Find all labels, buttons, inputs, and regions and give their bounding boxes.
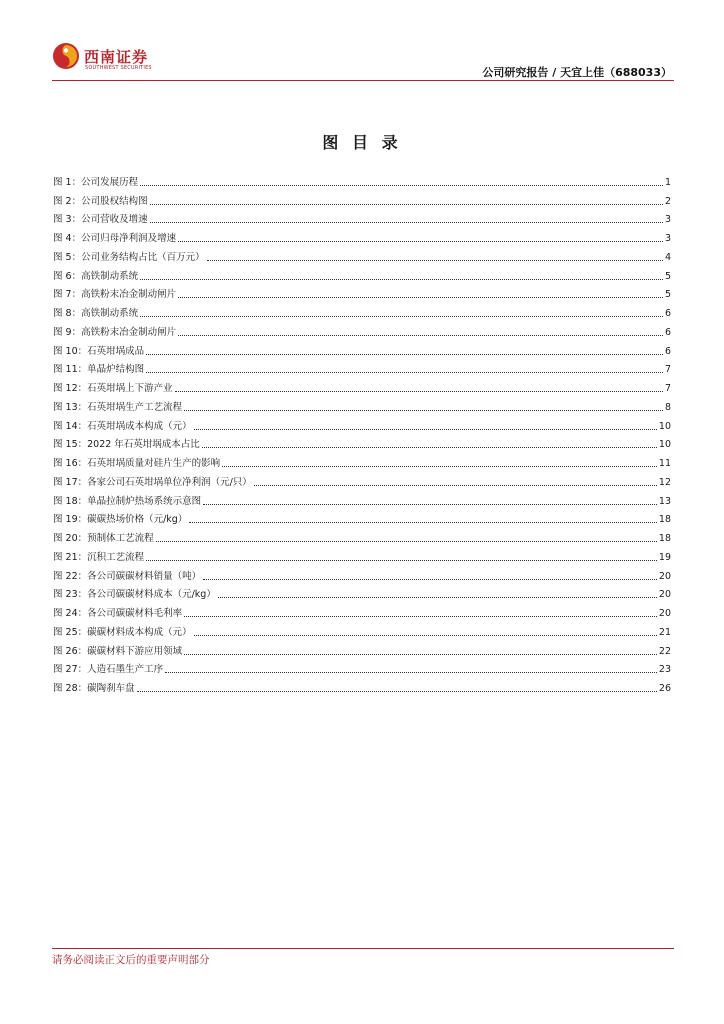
toc-entry-label: 图 1：公司发展历程	[53, 176, 139, 188]
toc-entry-page: 4	[664, 251, 671, 263]
toc-entry-page: 6	[664, 345, 671, 357]
toc-entry[interactable]	[53, 676, 671, 695]
toc-entry-label: 图 5：公司业务结构占比（百万元）	[53, 251, 205, 263]
toc-entry[interactable]	[53, 320, 671, 339]
toc-entry-page: 11	[658, 458, 671, 469]
toc-leader-dots	[202, 447, 657, 448]
toc-entry-label: 图 6：高铁制动系统	[53, 270, 139, 282]
toc-leader-dots	[194, 429, 657, 430]
toc-entry[interactable]	[53, 433, 671, 452]
toc-entry[interactable]	[53, 489, 671, 508]
footer-disclaimer: 请务必阅读正文后的重要声明部分	[52, 954, 210, 966]
toc-entry[interactable]	[53, 358, 671, 377]
toc-leader-dots	[203, 579, 657, 580]
toc-leader-dots	[146, 354, 663, 355]
toc-entry[interactable]	[53, 339, 671, 358]
logo-subtext: SOUTHWEST SECURITIES	[85, 65, 152, 71]
toc-leader-dots	[156, 541, 657, 542]
toc-entry-page: 23	[658, 664, 671, 676]
toc-entry-page: 18	[658, 533, 671, 544]
page-title: 图 目 录	[322, 133, 402, 152]
toc-entry-label: 图 19：碳碳热场价格（元/kg）	[53, 514, 188, 526]
toc-entry-page: 10	[658, 420, 671, 432]
toc-entry-page: 3	[664, 233, 671, 244]
toc-leader-dots	[184, 616, 657, 617]
toc-entry-page: 6	[664, 308, 671, 319]
logo-text: 西南证券	[84, 48, 149, 66]
toc-leader-dots	[165, 672, 657, 673]
toc-entry-page: 7	[664, 364, 671, 376]
toc-entry-page: 6	[664, 326, 671, 338]
toc-leader-dots	[194, 635, 657, 636]
report-header: 公司研究报告 / 天宜上佳（688033）	[482, 66, 672, 79]
toc-leader-dots	[140, 279, 663, 280]
toc-entry[interactable]	[53, 639, 671, 658]
toc-entry-label: 图 4：公司归母净利润及增速	[53, 233, 177, 244]
company-logo	[52, 42, 152, 74]
toc-leader-dots	[207, 260, 663, 261]
toc-entry-page: 13	[658, 495, 671, 507]
toc-entry-page: 5	[664, 289, 671, 301]
toc-entry-page: 10	[658, 439, 671, 451]
toc-entry-label: 图 13：石英坩埚生产工艺流程	[53, 401, 183, 413]
toc-entry-label: 图 16：石英坩埚质量对硅片生产的影响	[53, 458, 221, 469]
toc-entry-label: 图 8：高铁制动系统	[53, 308, 139, 319]
toc-entry-page: 22	[658, 645, 671, 657]
toc-leader-dots	[178, 335, 663, 336]
toc-entry[interactable]	[53, 245, 671, 264]
toc-entry[interactable]	[53, 414, 671, 433]
toc-entry[interactable]	[53, 564, 671, 583]
toc-entry-page: 2	[664, 195, 671, 207]
toc-entry[interactable]	[53, 508, 671, 527]
toc-entry-label: 图 17：各家公司石英坩埚单位净利润（元/只）	[53, 476, 252, 488]
toc-entry[interactable]	[53, 451, 671, 470]
toc-entry-page: 5	[664, 270, 671, 282]
toc-entry-label: 图 2：公司股权结构图	[53, 195, 148, 207]
toc-entry[interactable]	[53, 264, 671, 283]
toc-entry[interactable]	[53, 208, 671, 227]
toc-entry-label: 图 14：石英坩埚成本构成（元）	[53, 420, 192, 432]
toc-entry-label: 图 11：单晶炉结构图	[53, 364, 145, 376]
toc-entry-page: 18	[658, 514, 671, 526]
toc-entry[interactable]	[53, 283, 671, 302]
toc-entry-page: 1	[664, 176, 671, 188]
toc-entry-label: 图 21：沉积工艺流程	[53, 551, 145, 563]
toc-entry[interactable]	[53, 658, 671, 677]
toc-entry-page: 20	[658, 608, 671, 619]
toc-leader-dots	[218, 597, 657, 598]
toc-leader-dots	[150, 222, 663, 223]
toc-entry-label: 图 27：人造石墨生产工序	[53, 664, 164, 676]
toc-entry-label: 图 9：高铁粉末冶金制动闸片	[53, 326, 177, 338]
toc-leader-dots	[184, 410, 663, 411]
toc-entry[interactable]	[53, 620, 671, 639]
toc-entry-label: 图 26：碳碳材料下游应用领域	[53, 645, 183, 657]
footer-divider	[52, 948, 674, 949]
toc-leader-dots	[178, 297, 663, 298]
toc-entry[interactable]	[53, 395, 671, 414]
toc-leader-dots	[184, 654, 657, 655]
toc-entry-label: 图 20：预制体工艺流程	[53, 533, 154, 544]
toc-leader-dots	[140, 185, 663, 186]
toc-leader-dots	[150, 204, 663, 205]
toc-entry-page: 12	[658, 476, 671, 488]
toc-leader-dots	[254, 485, 657, 486]
toc-entry-page: 8	[664, 401, 671, 413]
toc-entry-label: 图 3：公司营收及增速	[53, 214, 148, 226]
toc-entry[interactable]	[53, 470, 671, 489]
toc-entry[interactable]	[53, 601, 671, 620]
toc-entry[interactable]	[53, 545, 671, 564]
toc-entry-page: 3	[664, 214, 671, 226]
toc-entry[interactable]	[53, 583, 671, 602]
toc-leader-dots	[203, 504, 657, 505]
toc-entry-label: 图 18：单晶拉制炉热场系统示意图	[53, 495, 202, 507]
toc-entry-page: 20	[658, 570, 671, 582]
toc-entry-label: 图 24：各公司碳碳材料毛利率	[53, 608, 183, 619]
toc-entry[interactable]	[53, 170, 671, 189]
toc-entry[interactable]	[53, 376, 671, 395]
toc-entry[interactable]	[53, 301, 671, 320]
toc-entry[interactable]	[53, 226, 671, 245]
toc-entry-label: 图 15：2022 年石英坩埚成本占比	[53, 439, 200, 451]
figure-list	[53, 170, 671, 695]
toc-entry-label: 图 28：碳陶刹车盘	[53, 683, 135, 694]
toc-entry-label: 图 22：各公司碳碳材料销量（吨）	[53, 570, 202, 582]
toc-entry-label: 图 25：碳碳材料成本构成（元）	[53, 626, 192, 638]
toc-entry-label: 图 10：石英坩埚成品	[53, 345, 145, 357]
toc-entry-page: 19	[658, 551, 671, 563]
toc-entry-page: 20	[658, 589, 671, 601]
toc-leader-dots	[189, 522, 657, 523]
toc-entry-page: 7	[664, 383, 671, 394]
toc-entry-page: 26	[658, 683, 671, 694]
toc-entry[interactable]	[53, 189, 671, 208]
toc-leader-dots	[222, 466, 657, 467]
toc-leader-dots	[178, 241, 663, 242]
toc-leader-dots	[175, 391, 663, 392]
toc-entry-label: 图 7：高铁粉末冶金制动闸片	[53, 289, 177, 301]
logo-mark-icon	[52, 42, 80, 70]
toc-entry-label: 图 23：各公司碳碳材料成本（元/kg）	[53, 589, 216, 601]
toc-leader-dots	[140, 316, 663, 317]
toc-leader-dots	[146, 372, 663, 373]
header-divider	[52, 80, 674, 81]
toc-leader-dots	[137, 691, 657, 692]
toc-leader-dots	[146, 560, 657, 561]
toc-entry-label: 图 12：石英坩埚上下游产业	[53, 383, 173, 394]
toc-entry-page: 21	[658, 626, 671, 638]
toc-entry[interactable]	[53, 526, 671, 545]
